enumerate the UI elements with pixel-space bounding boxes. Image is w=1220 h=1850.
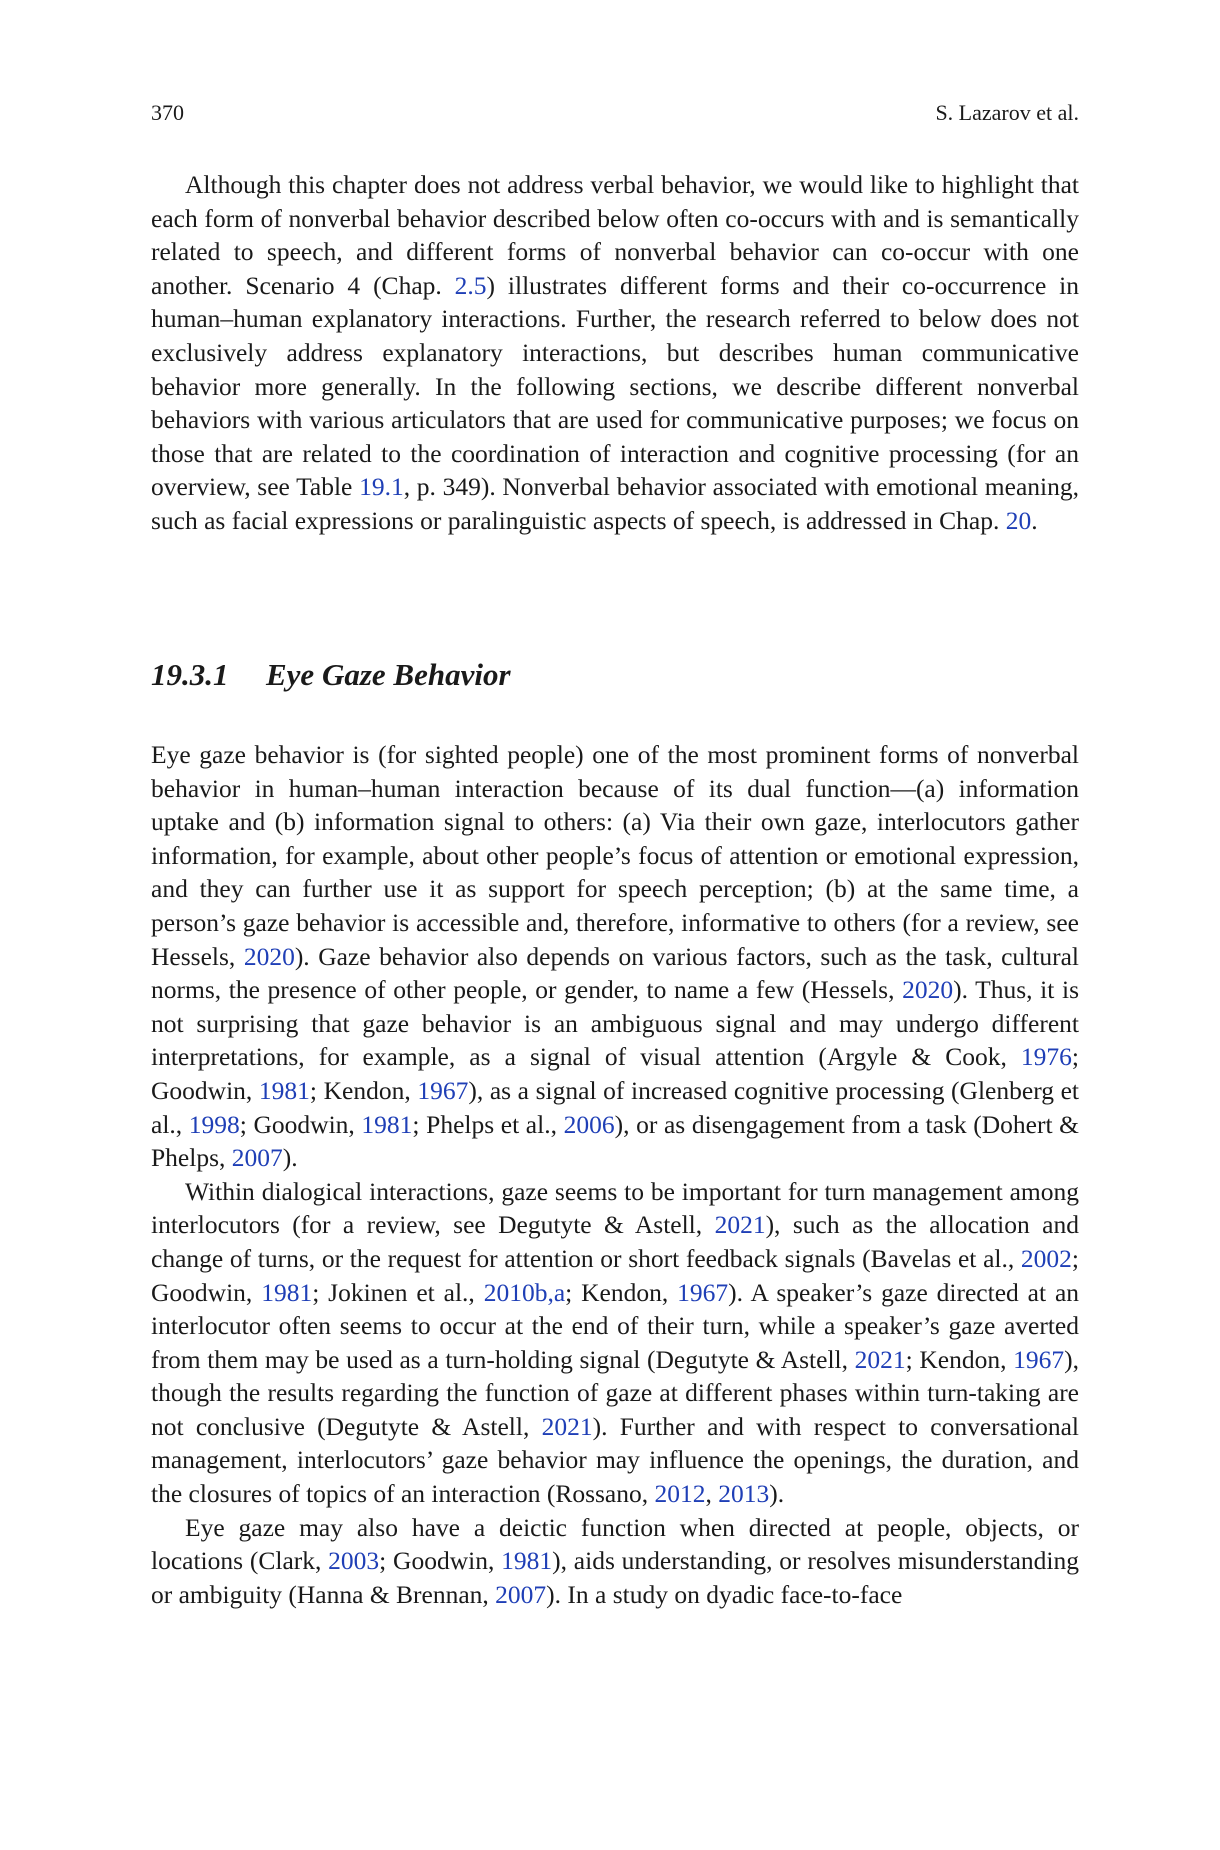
text-segment: ). A speaker’s gaze directed at an interlocutor often seems to occur at the end of their turn, while a speaker’s gaze averted from them may be used as a turn-holding signal (Degutyte & Astell, bbox=[151, 1277, 1080, 1374]
text-segment: Although this chapter does not address verbal behavior, we would like to highlight that each form of nonverbal behavior described below often co-occurs with and is semantically related to speech, and different forms of nonverbal behavior can co-occur with one another. Scenario 4 (Chap. bbox=[151, 170, 1079, 300]
citation-link[interactable]: 1998 bbox=[188, 1109, 240, 1139]
citation-link[interactable]: 2002 bbox=[1020, 1243, 1072, 1273]
text-segment: ), or as disengagement from a task (Dohert & Phelps, bbox=[151, 1109, 1080, 1173]
citation-link[interactable]: 1967 bbox=[1013, 1344, 1065, 1374]
citation-link[interactable]: 1976 bbox=[1020, 1042, 1072, 1072]
citation-link[interactable]: 2007 bbox=[231, 1143, 283, 1173]
text-segment: ; Kendon, bbox=[905, 1344, 1014, 1374]
section-number: 19.3.1 bbox=[151, 657, 229, 692]
text-segment: ; Phelps et al., bbox=[412, 1109, 564, 1139]
text-segment: ; Goodwin, bbox=[151, 1243, 1079, 1307]
text-segment: ) illustrates different forms and their co-occurrence in human–human explanatory interactions. Further, the research referred to below does not exclusively address explanatory interactions, but describes human communicative behavior more generally. In the following sections, we describe different nonverbal behaviors with various articulators that are used for communicative purposes; we focus on those that are related to the coordination of interaction and cognitive processing (for an overview, see Table bbox=[151, 270, 1079, 502]
citation-link[interactable]: 2020 bbox=[243, 941, 295, 971]
citation-link[interactable]: 1981 bbox=[501, 1546, 553, 1576]
text-segment: ). bbox=[282, 1143, 298, 1173]
chapter-link[interactable]: 20 bbox=[1005, 505, 1032, 535]
section-title: Eye Gaze Behavior bbox=[266, 657, 511, 692]
page-header bbox=[151, 98, 1079, 128]
section-heading bbox=[151, 655, 1079, 695]
citation-link[interactable]: 2021 bbox=[854, 1344, 906, 1374]
text-segment: ; Kendon, bbox=[309, 1075, 418, 1105]
text-segment: ), though the results regarding the function of gaze at different phases within turn-taking are not conclusive (Degutyte & Astell, bbox=[151, 1344, 1079, 1441]
text-segment: Eye gaze may also have a deictic function when directed at people, objects, or locations (Clark, bbox=[151, 1512, 1079, 1576]
text-segment: , p. 349). Nonverbal behavior associated with emotional meaning, such as facial expressions or paralinguistic aspects of speech, is addressed in Chap. bbox=[151, 472, 1079, 535]
text-segment: ), aids understanding, or resolves misunderstanding or ambiguity (Hanna & Brennan, bbox=[151, 1546, 1080, 1609]
text-segment: Eye gaze behavior is (for sighted people) one of the most prominent forms of nonverbal behavior in human–human interaction because of its dual function—(a) information uptake and (b) information signal to others: (a) Via their own gaze, interlocutors gather information, for example, about other people’s focus of attention or emotional expression, and they can further use it as support for speech perception; (b) at the same time, a person’s gaze behavior is accessible and, therefore, informative to others (for a review, see Hessels, bbox=[151, 740, 1079, 971]
citation-link[interactable]: 2013 bbox=[718, 1479, 770, 1509]
text-segment: ), such as the allocation and change of turns, or the request for attention or short feedback signals (Bavelas et al., bbox=[151, 1210, 1079, 1273]
text-segment: Within dialogical interactions, gaze seems to be important for turn management among interlocutors (for a review, see Degutyte & Astell, bbox=[151, 1176, 1079, 1240]
section-body bbox=[151, 738, 1079, 1611]
intro-block bbox=[151, 168, 1079, 538]
text-segment: , bbox=[705, 1479, 719, 1509]
chapter-link[interactable]: 2.5 bbox=[454, 270, 487, 300]
gaze-paragraph-2 bbox=[151, 1175, 1079, 1511]
text-segment: ). Further and with respect to conversational management, interlocutors’ gaze behavior may influence the openings, the duration, and the closures of topics of an interaction (Rossano, bbox=[151, 1411, 1079, 1509]
intro-paragraph bbox=[151, 168, 1079, 538]
text-segment: ). In a study on dyadic face-to-face bbox=[546, 1579, 903, 1609]
citation-link[interactable]: 2007 bbox=[495, 1579, 547, 1609]
page-number: 370 bbox=[151, 100, 184, 125]
citation-link[interactable]: 1967 bbox=[417, 1075, 469, 1105]
gaze-paragraph-1 bbox=[151, 738, 1079, 1175]
citation-link[interactable]: 2012 bbox=[654, 1479, 706, 1509]
text-segment: ; Jokinen et al., bbox=[312, 1277, 484, 1307]
text-segment: ; Kendon, bbox=[565, 1277, 678, 1307]
text-segment: ; Goodwin, bbox=[379, 1546, 502, 1576]
citation-link[interactable]: 1981 bbox=[261, 1277, 313, 1307]
citation-link[interactable]: 2021 bbox=[541, 1411, 593, 1441]
text-segment: ). Thus, it is not surprising that gaze behavior is an ambiguous signal and may undergo different interpretations, for example, as a signal of visual attention (Argyle & Cook, bbox=[151, 975, 1079, 1072]
text-segment: ). bbox=[769, 1479, 785, 1509]
running-head: S. Lazarov et al. bbox=[935, 100, 1079, 125]
citation-link[interactable]: 2021 bbox=[714, 1210, 766, 1240]
text-segment: ; Goodwin, bbox=[151, 1042, 1079, 1105]
text-segment: ). Gaze behavior also depends on various factors, such as the task, cultural norms, the presence of other people, or gender, to name a few (Hessels, bbox=[151, 941, 1079, 1005]
citation-link[interactable]: 2010b,a bbox=[483, 1277, 566, 1307]
text-segment: . bbox=[1031, 505, 1038, 535]
citation-link[interactable]: 2020 bbox=[902, 975, 954, 1005]
citation-link[interactable]: 1967 bbox=[677, 1277, 729, 1307]
citation-link[interactable]: 1981 bbox=[361, 1109, 413, 1139]
table-link[interactable]: 19.1 bbox=[359, 472, 404, 502]
citation-link[interactable]: 1981 bbox=[258, 1075, 310, 1105]
text-segment: ; Goodwin, bbox=[239, 1109, 362, 1139]
citation-link[interactable]: 2003 bbox=[328, 1546, 380, 1576]
citation-link[interactable]: 2006 bbox=[563, 1109, 615, 1139]
text-segment: ), as a signal of increased cognitive processing (Glenberg et al., bbox=[151, 1075, 1079, 1139]
gaze-paragraph-3 bbox=[151, 1511, 1079, 1612]
